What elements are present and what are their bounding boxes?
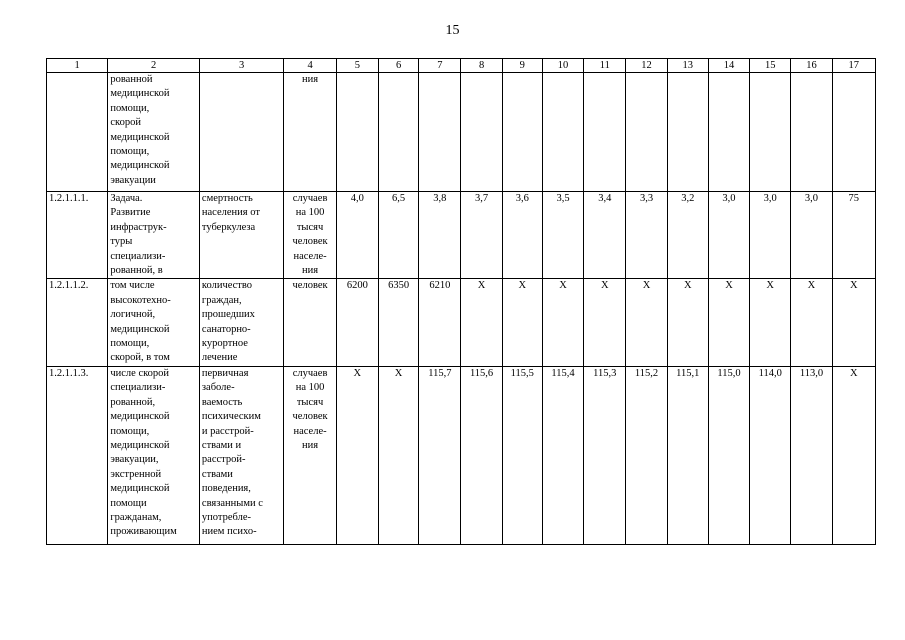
task-line: Задача. bbox=[110, 193, 143, 204]
indicator-line: ствами bbox=[201, 468, 233, 480]
task-line: том числе bbox=[110, 280, 155, 292]
unit-of-measure bbox=[284, 73, 336, 192]
unit-line: тысяч bbox=[296, 396, 324, 408]
value-cell: 75 bbox=[832, 192, 875, 279]
value-cell: X bbox=[667, 279, 708, 366]
value-cell bbox=[791, 73, 832, 192]
unit-of-measure bbox=[284, 279, 336, 366]
value-cell: 113,0 bbox=[791, 366, 832, 544]
unit-line: тысяч bbox=[296, 221, 324, 233]
indicator-line: первичная bbox=[201, 367, 249, 379]
value-cell: 6200 bbox=[336, 279, 378, 366]
task-line: инфраструк- bbox=[110, 221, 167, 233]
value-cell: 3,5 bbox=[542, 192, 583, 279]
task-line: помощи, bbox=[110, 146, 150, 158]
value-cell bbox=[336, 73, 378, 192]
value-cell: 4,0 bbox=[336, 192, 378, 279]
value-cell bbox=[832, 73, 875, 192]
task-line: рованной, bbox=[110, 396, 156, 408]
task-line: числе скорой bbox=[110, 367, 170, 379]
task-description bbox=[108, 279, 200, 366]
table-row bbox=[47, 279, 876, 366]
task-description bbox=[108, 192, 200, 279]
unit-line: человек bbox=[292, 236, 328, 248]
task-line: логичной, bbox=[110, 309, 156, 321]
task-line: эвакуации, bbox=[110, 454, 159, 466]
column-header-14: 14 bbox=[708, 59, 749, 73]
column-header-9: 9 bbox=[502, 59, 542, 73]
row-code: 1.2.1.1.3. bbox=[47, 366, 108, 544]
task-line: медицинской bbox=[110, 160, 170, 172]
value-cell bbox=[502, 73, 542, 192]
task-line: специализи- bbox=[110, 250, 166, 262]
column-header-17: 17 bbox=[832, 59, 875, 73]
indicator-line: санаторно- bbox=[201, 323, 251, 335]
value-cell: 6350 bbox=[378, 279, 418, 366]
value-cell: 6210 bbox=[419, 279, 461, 366]
task-line: туры bbox=[110, 236, 133, 248]
task-line: помощи, bbox=[110, 102, 150, 114]
unit-line: человек bbox=[292, 280, 328, 292]
value-cell bbox=[750, 73, 791, 192]
indicator-name bbox=[199, 279, 284, 366]
indicator-line: туберкулеза bbox=[201, 221, 256, 233]
value-cell: 115,0 bbox=[708, 366, 749, 544]
column-header-10: 10 bbox=[542, 59, 583, 73]
unit-line: случаев bbox=[292, 367, 328, 379]
indicator-line: употребле- bbox=[201, 511, 251, 523]
indicator-name bbox=[199, 73, 284, 192]
value-cell: X bbox=[502, 279, 542, 366]
row-code: 1.2.1.1.2. bbox=[47, 279, 108, 366]
value-cell bbox=[708, 73, 749, 192]
value-cell: X bbox=[832, 366, 875, 544]
value-cell: 115,1 bbox=[667, 366, 708, 544]
column-header-7: 7 bbox=[419, 59, 461, 73]
task-line: скорой bbox=[110, 117, 141, 129]
unit-line: случаев bbox=[292, 193, 328, 204]
value-cell: 3,0 bbox=[791, 192, 832, 279]
task-line: специализи- bbox=[110, 382, 166, 394]
column-header-16: 16 bbox=[791, 59, 832, 73]
table-header-row bbox=[47, 59, 876, 73]
unit-line: населе- bbox=[293, 425, 327, 437]
column-header-3: 3 bbox=[199, 59, 284, 73]
task-line: медицинской bbox=[110, 88, 170, 100]
value-cell: 6,5 bbox=[378, 192, 418, 279]
value-cell: X bbox=[336, 366, 378, 544]
indicator-line: расстрой- bbox=[201, 454, 246, 466]
column-header-13: 13 bbox=[667, 59, 708, 73]
table-row bbox=[47, 366, 876, 544]
table-row bbox=[47, 73, 876, 192]
value-cell: 3,0 bbox=[708, 192, 749, 279]
task-line: помощи, bbox=[110, 425, 150, 437]
unit-line: на 100 bbox=[295, 382, 325, 394]
unit-line: человек bbox=[292, 411, 328, 423]
indicator-line: граждан, bbox=[201, 294, 242, 306]
value-cell: 3,3 bbox=[626, 192, 667, 279]
value-cell: 115,2 bbox=[626, 366, 667, 544]
column-header-1: 1 bbox=[47, 59, 108, 73]
task-line: медицинской bbox=[110, 411, 170, 423]
value-cell: 3,2 bbox=[667, 192, 708, 279]
indicator-line: смертность bbox=[201, 193, 253, 204]
indicator-line: курортное bbox=[201, 338, 248, 350]
task-line: Развитие bbox=[110, 207, 151, 219]
value-cell: X bbox=[584, 279, 626, 366]
unit-line: населе- bbox=[293, 250, 327, 262]
column-header-11: 11 bbox=[584, 59, 626, 73]
value-cell: X bbox=[542, 279, 583, 366]
value-cell bbox=[461, 73, 502, 192]
value-cell bbox=[419, 73, 461, 192]
value-cell: 115,5 bbox=[502, 366, 542, 544]
task-line: экстренной bbox=[110, 468, 162, 480]
value-cell: 114,0 bbox=[750, 366, 791, 544]
value-cell: 3,8 bbox=[419, 192, 461, 279]
value-cell: X bbox=[626, 279, 667, 366]
indicator-line: количество bbox=[201, 280, 253, 292]
indicator-line: ствами и bbox=[201, 439, 242, 451]
value-cell bbox=[667, 73, 708, 192]
indicator-line: населения от bbox=[201, 207, 260, 219]
task-line: помощи, bbox=[110, 338, 150, 350]
page-number: 15 bbox=[445, 23, 460, 38]
task-line: помощи bbox=[110, 497, 147, 509]
indicator-line: и расстрой- bbox=[201, 425, 254, 437]
value-cell: 3,6 bbox=[502, 192, 542, 279]
unit-of-measure bbox=[284, 192, 336, 279]
value-cell bbox=[542, 73, 583, 192]
value-cell: 3,7 bbox=[461, 192, 502, 279]
unit-line: ния bbox=[302, 265, 319, 277]
task-description bbox=[108, 366, 200, 544]
column-header-8: 8 bbox=[461, 59, 502, 73]
unit-line: ния bbox=[302, 74, 319, 85]
value-cell: 115,3 bbox=[584, 366, 626, 544]
row-code bbox=[47, 73, 108, 192]
unit-of-measure bbox=[284, 366, 336, 544]
indicator-line: поведения, bbox=[201, 483, 251, 495]
value-cell: X bbox=[708, 279, 749, 366]
column-header-2: 2 bbox=[108, 59, 200, 73]
task-line: гражданам, bbox=[110, 511, 162, 523]
value-cell: X bbox=[378, 366, 418, 544]
indicator-name bbox=[199, 192, 284, 279]
value-cell: X bbox=[832, 279, 875, 366]
indicator-line: ваемость bbox=[201, 396, 243, 408]
indicator-name bbox=[199, 366, 284, 544]
task-description bbox=[108, 73, 200, 192]
task-line: эвакуации bbox=[110, 174, 156, 186]
task-line: медицинской bbox=[110, 323, 170, 335]
indicator-line: лечение bbox=[201, 352, 238, 364]
column-header-15: 15 bbox=[750, 59, 791, 73]
value-cell: 115,4 bbox=[542, 366, 583, 544]
column-header-6: 6 bbox=[378, 59, 418, 73]
indicators-table bbox=[46, 58, 876, 545]
column-header-12: 12 bbox=[626, 59, 667, 73]
task-line: рованной bbox=[110, 74, 153, 85]
value-cell bbox=[626, 73, 667, 192]
value-cell bbox=[584, 73, 626, 192]
task-line: проживающим bbox=[110, 526, 177, 538]
table-row bbox=[47, 192, 876, 279]
task-line: высокотехно- bbox=[110, 294, 171, 306]
unit-line: ния bbox=[302, 439, 319, 451]
value-cell: X bbox=[461, 279, 502, 366]
task-line: скорой, в том bbox=[110, 352, 170, 364]
indicator-line: заболе- bbox=[201, 382, 235, 394]
indicator-line: прошедших bbox=[201, 309, 255, 321]
task-line: медицинской bbox=[110, 483, 170, 495]
value-cell: 115,7 bbox=[419, 366, 461, 544]
unit-line: на 100 bbox=[295, 207, 325, 219]
task-line: медицинской bbox=[110, 131, 170, 143]
column-header-5: 5 bbox=[336, 59, 378, 73]
task-line: рованной, в bbox=[110, 265, 163, 277]
value-cell: 3,0 bbox=[750, 192, 791, 279]
indicator-line: нием психо- bbox=[201, 526, 257, 538]
indicator-line: психическим bbox=[201, 411, 261, 423]
task-line: медицинской bbox=[110, 439, 170, 451]
value-cell: 115,6 bbox=[461, 366, 502, 544]
value-cell: X bbox=[791, 279, 832, 366]
value-cell: 3,4 bbox=[584, 192, 626, 279]
value-cell: X bbox=[750, 279, 791, 366]
row-code: 1.2.1.1.1. bbox=[47, 192, 108, 279]
indicator-line: связанными с bbox=[201, 497, 263, 509]
column-header-4: 4 bbox=[284, 59, 336, 73]
value-cell bbox=[378, 73, 418, 192]
